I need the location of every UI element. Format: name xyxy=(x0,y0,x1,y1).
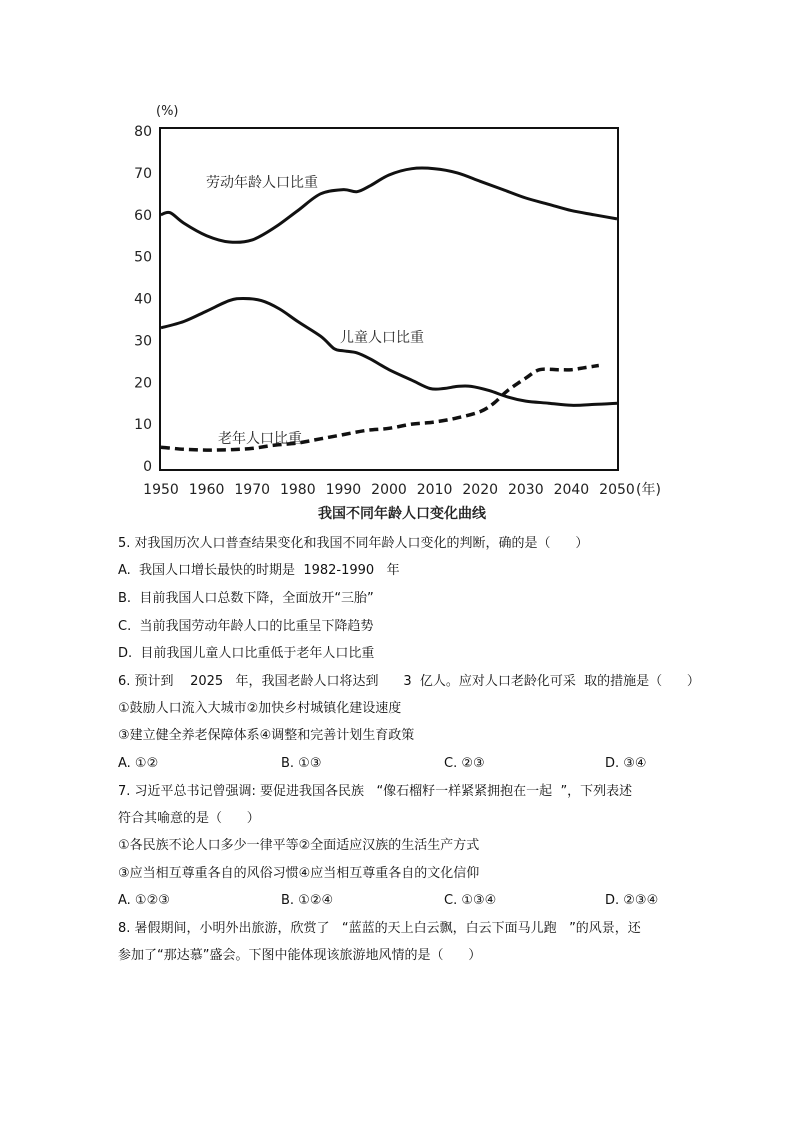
chart-title: 我国不同年龄人口变化曲线 xyxy=(318,506,486,522)
x-tick-label: 1970 xyxy=(234,482,271,498)
q7-item-2: ③应当相互尊重各自的风俗习惯④应当相互尊重各自的文化信仰 xyxy=(118,866,480,881)
x-tick-label: 2040 xyxy=(553,482,590,498)
x-tick-label: 2000 xyxy=(371,482,407,498)
q7-item-1: ①各民族不论人口多少一律平等②全面适应汉族的生活生产方式 xyxy=(118,838,480,853)
x-tick-label: 1950 xyxy=(143,482,179,498)
q5-stem: 5. 对我国历次人口普查结果变化和我国不同年龄人口变化的判断，确的是（ ） xyxy=(118,536,589,551)
series-line-children xyxy=(161,299,617,406)
q6-options xyxy=(118,756,678,774)
y-tick-label: 30 xyxy=(134,333,152,350)
x-tick-label: 2020 xyxy=(462,482,499,498)
x-tick-label: 2010 xyxy=(416,482,453,498)
y-tick-label: 40 xyxy=(134,291,152,308)
y-tick-label: 60 xyxy=(134,207,152,224)
y-tick-label: 20 xyxy=(134,375,152,392)
q7-option-b: B. ①②④ xyxy=(281,893,334,908)
x-tick-label: 2050 xyxy=(599,482,635,498)
q7-stem-line1: 7. 习近平总书记曾强调: 要促进我国各民族 “像石榴籽一样紧紧拥抱在一起 ”，下列表述 xyxy=(118,784,633,799)
series-label-elderly: 老年人口比重 xyxy=(218,431,302,447)
x-tick-label: 2030 xyxy=(507,482,544,498)
q7-option-c: C. ①③④ xyxy=(444,893,497,908)
x-tick-label: 1960 xyxy=(188,482,225,498)
q7-option-d: D. ②③④ xyxy=(605,893,659,908)
y-tick-label: 80 xyxy=(134,124,152,140)
q7-options xyxy=(118,893,678,911)
population-chart xyxy=(0,0,794,540)
x-tick-label: 1990 xyxy=(325,482,362,498)
q5-option-b: B. 目前我国人口总数下降，全面放开“三胎” xyxy=(118,591,374,606)
q6-option-c: C. ②③ xyxy=(444,756,485,771)
q5-option-d: D. 目前我国儿童人口比重低于老年人口比重 xyxy=(118,646,375,661)
x-tick-label: 1980 xyxy=(279,482,316,498)
q8-stem-line1: 8. 暑假期间，小明外出旅游，欣赏了 “蓝蓝的天上白云飘，白云下面马儿跑 ”的风景，还 xyxy=(118,921,641,936)
q6-option-b: B. ①③ xyxy=(281,756,322,771)
q7-stem-line2: 符合其喻意的是（ ） xyxy=(118,811,260,826)
q6-option-d: D. ③④ xyxy=(605,756,647,771)
q6-item-2: ③建立健全养老保障体系④调整和完善计划生育政策 xyxy=(118,728,415,743)
q6-item-1: ①鼓励人口流入大城市②加快乡村城镇化建设速度 xyxy=(118,701,402,716)
y-tick-label: 70 xyxy=(134,165,152,182)
q6-option-a: A. ①② xyxy=(118,756,159,771)
q5-option-a: A. 我国人口增长最快的时期是 1982-1990 年 xyxy=(118,563,400,578)
y-tick-label: 10 xyxy=(134,417,152,434)
y-tick-label: 0 xyxy=(143,459,152,475)
q7-option-a: A. ①②③ xyxy=(118,893,170,908)
q8-stem-line2: 参加了“那达慕”盛会。下图中能体现该旅游地风情的是（ ） xyxy=(118,948,482,963)
q6-stem: 6. 预计到 2025 年，我国老龄人口将达到 3 亿人。应对人口老龄化可采 取的措施是（ ） xyxy=(118,674,700,689)
series-label-children: 儿童人口比重 xyxy=(340,330,424,346)
q5-option-c: C. 当前我国劳动年龄人口的比重呈下降趋势 xyxy=(118,619,374,634)
x-unit-label: (年) xyxy=(636,482,661,498)
y-unit-label: (%) xyxy=(156,104,179,119)
series-label-labor: 劳动年龄人口比重 xyxy=(206,175,318,191)
y-tick-label: 50 xyxy=(134,249,152,266)
